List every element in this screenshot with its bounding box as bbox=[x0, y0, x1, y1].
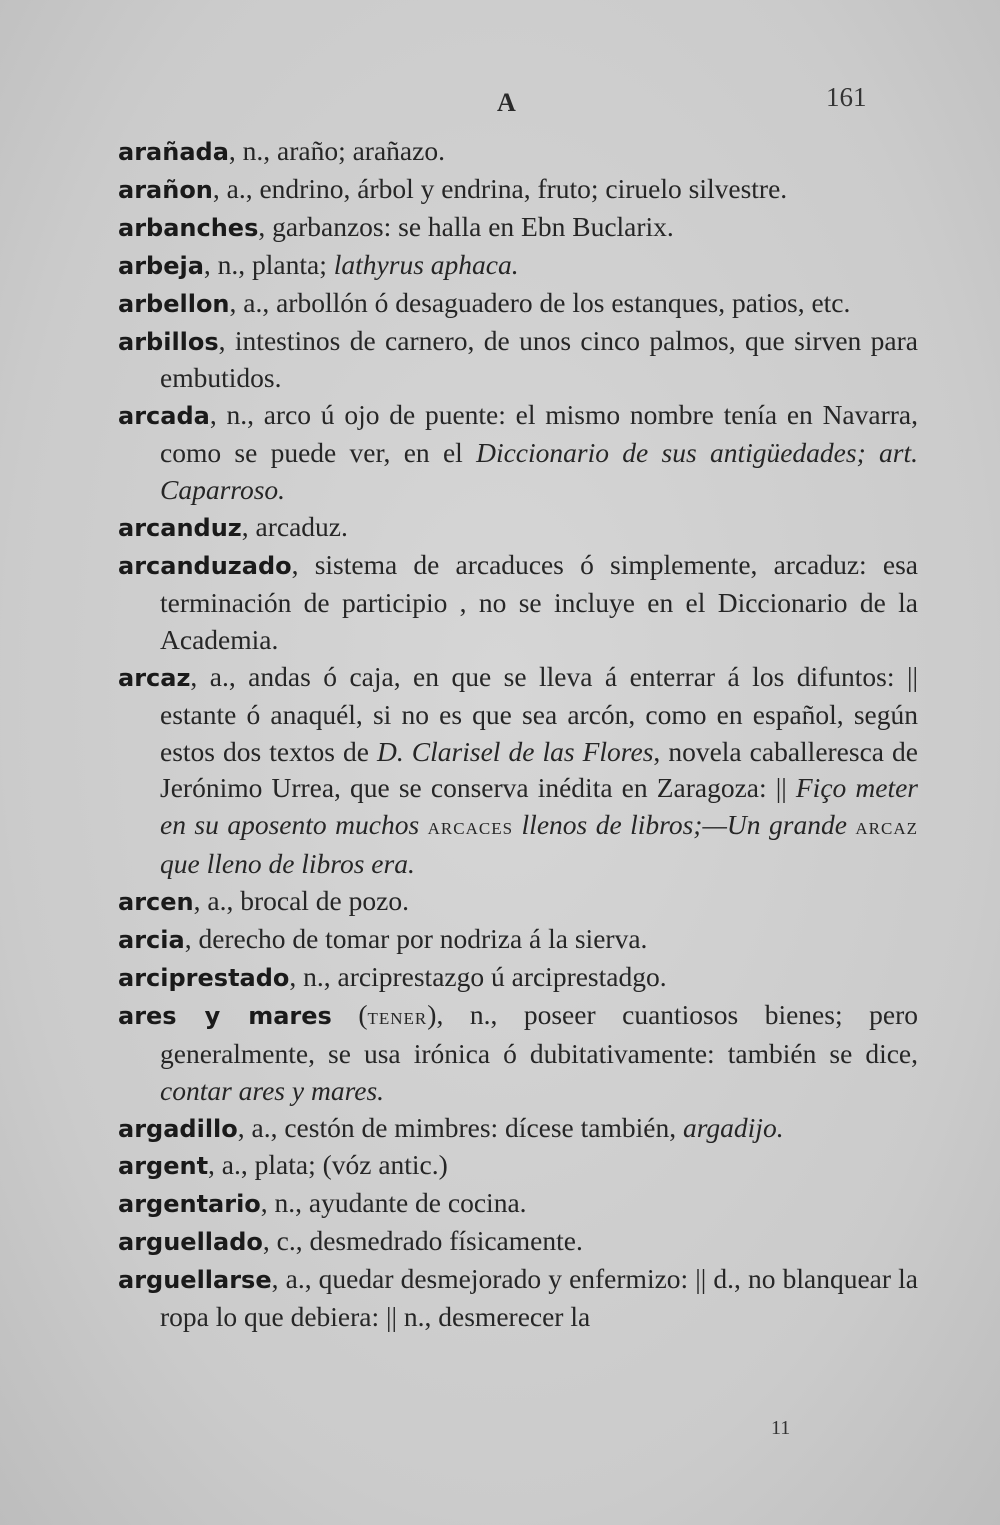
entry bbox=[118, 247, 918, 285]
entry bbox=[118, 997, 918, 1110]
headword: arcaz bbox=[118, 663, 191, 692]
entry bbox=[118, 1147, 918, 1185]
signature-mark: 11 bbox=[771, 1417, 791, 1439]
definition: ), n., poseer cuantiosos bienes; pero generalmente, se usa irónica ó dubitativamente: también se dice, bbox=[160, 998, 918, 1069]
entry bbox=[118, 133, 918, 171]
headword: ares y mares bbox=[118, 1001, 332, 1030]
entry bbox=[118, 509, 918, 547]
entry bbox=[118, 1223, 918, 1261]
definition: , a., quedar desmejorado y enfermizo: || d., no blanquear la ropa lo que debiera: || n., desmerecer la bbox=[160, 1263, 918, 1333]
definition: , n., planta; bbox=[203, 248, 334, 280]
definition-italic: argadijo. bbox=[682, 1111, 784, 1143]
entry bbox=[118, 397, 918, 509]
definition: , intestinos de carnero, de unos cinco palmos, que sirven para embutidos. bbox=[160, 324, 918, 394]
entry bbox=[118, 921, 918, 959]
small-caps-term: tener bbox=[367, 1003, 428, 1030]
definition: , arcaduz. bbox=[241, 511, 348, 543]
entry bbox=[118, 285, 918, 323]
headword: arbanches bbox=[118, 213, 259, 242]
definition: , derecho de tomar por nodriza á la sierva. bbox=[184, 923, 648, 955]
definition: , n., araño; arañazo. bbox=[228, 135, 445, 166]
definition: , a., andas ó caja, en que se lleva á enterrar á los difuntos: || estante ó anaquél, si no es que sea arcón, como en español, según estos dos textos de bbox=[160, 660, 918, 767]
headword: arciprestado bbox=[118, 963, 290, 992]
headword: arcia bbox=[118, 926, 185, 955]
definition: , garbanzos: se halla en Ebn Buclarix. bbox=[258, 210, 674, 242]
headword: arbellon bbox=[118, 289, 230, 318]
definition: , sistema de arcaduces ó simplemente, arcaduz: esa terminación de participio , no se incluye en el Diccionario de la Academia. bbox=[160, 548, 918, 655]
definition: , n., arco ú ojo de puente: el mismo nombre tenía en Navarra, como se puede ver, en el bbox=[160, 399, 918, 469]
definition: , n., ayudante de cocina. bbox=[260, 1187, 527, 1219]
section-letter: A bbox=[497, 88, 516, 117]
quotation-italic: Fiço meter en su aposento muchos bbox=[160, 772, 918, 841]
page-number: 161 bbox=[826, 82, 867, 112]
entry bbox=[118, 659, 918, 883]
headword: arguellarse bbox=[118, 1266, 272, 1295]
headword: arcada bbox=[118, 402, 210, 431]
headword: arcen bbox=[118, 888, 194, 917]
headword: arañon bbox=[118, 175, 213, 204]
definition: , a., plata; (vóz antic.) bbox=[208, 1149, 448, 1181]
headword: arañada bbox=[118, 138, 229, 166]
headword: arbillos bbox=[118, 327, 219, 356]
small-caps-term: arcaces bbox=[427, 814, 514, 841]
definition-italic: D. Clarisel de las Flores bbox=[377, 735, 654, 767]
entries-list bbox=[118, 133, 918, 1336]
entry bbox=[118, 547, 918, 659]
headword: argentario bbox=[118, 1190, 261, 1219]
headword: arbeja bbox=[118, 251, 204, 280]
entry bbox=[118, 323, 918, 398]
definition: , a., arbollón ó desaguadero de los estanques, patios, etc. bbox=[229, 286, 851, 318]
definition: , a., cestón de mimbres: dícese también, bbox=[237, 1111, 683, 1143]
small-caps-term: arcaz bbox=[855, 814, 919, 841]
definition-italic: lathyrus aphaca. bbox=[333, 248, 519, 280]
entry bbox=[118, 1261, 918, 1336]
quotation-italic: llenos de libros;—Un grande bbox=[521, 809, 847, 841]
definition: , novela caballeresca de Jerónimo Urrea, que se conserva inédita en Zaragoza: || bbox=[160, 735, 919, 804]
quotation-italic: que lleno de libros era. bbox=[160, 848, 415, 880]
headword: argent bbox=[118, 1152, 209, 1181]
definition: ( bbox=[331, 998, 368, 1030]
definition: , a., endrino, árbol y endrina, fruto; ciruelo silvestre. bbox=[212, 172, 788, 204]
entry bbox=[118, 209, 918, 247]
definition-italic: Diccionario de sus antigüedades; art. Caparroso. bbox=[160, 437, 918, 506]
headword: arcanduz bbox=[118, 514, 242, 543]
entry bbox=[118, 171, 918, 209]
entry bbox=[118, 1110, 918, 1148]
entry bbox=[118, 1185, 918, 1223]
headword: arcanduzado bbox=[118, 551, 292, 580]
definition: , n., arciprestazgo ú arciprestadgo. bbox=[289, 960, 667, 992]
headword: arguellado bbox=[118, 1228, 263, 1257]
definition: , a., brocal de pozo. bbox=[193, 885, 409, 917]
definition: , c., desmedrado físicamente. bbox=[262, 1225, 583, 1257]
headword: argadillo bbox=[118, 1114, 238, 1143]
definition-italic: contar ares y mares. bbox=[160, 1074, 385, 1106]
entry bbox=[118, 959, 918, 997]
entry bbox=[118, 883, 918, 921]
